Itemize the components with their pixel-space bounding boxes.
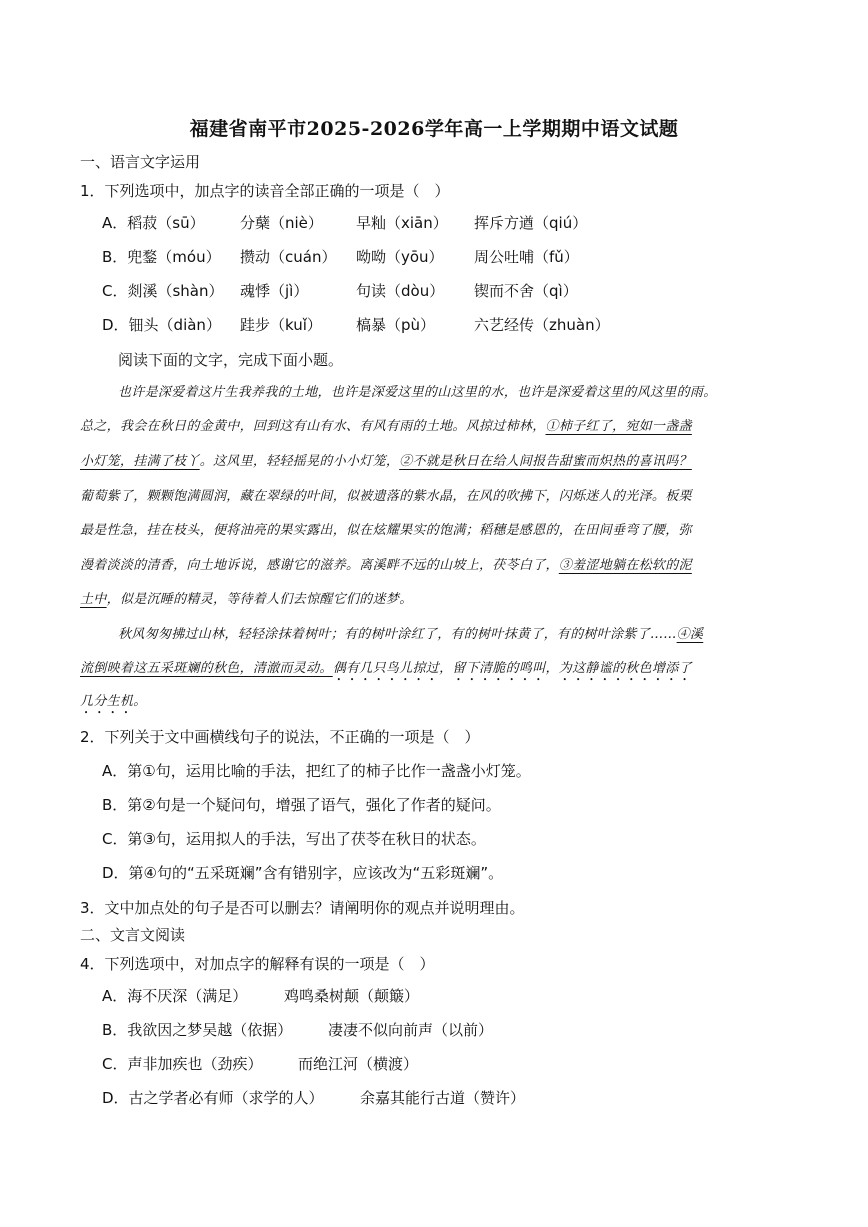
passage-line — [80, 590, 413, 610]
passage-text: ，似是沉睡的精灵，等待着人们去惊醒它们的迷梦。 — [106, 592, 413, 607]
q1-option-c-item-2: 魂悸（jì） — [240, 282, 309, 300]
passage-line: 葡萄紫了，颗颗饱满圆润，藏在翠绿的叶间，似被遗落的紫水晶，在风的吹拂下，闪烁迷人的光泽。板栗 — [80, 489, 692, 504]
q1-option-d-item-2: 跬步（kuǐ） — [240, 316, 322, 334]
underlined-sentence-4-cont: 流倒映着这五采斑斓的秋色，清澈而灵动。 — [80, 661, 333, 676]
q4-option-b-item-1: B．我欲因之梦吴越（依据） — [102, 1021, 293, 1039]
q1-option-a-item-3: 早籼（xiān） — [356, 214, 448, 232]
section-heading-1: 一、语言文字运用 — [80, 153, 201, 171]
underlined-sentence-1-cont: 小灯笼，挂满了枝丫 — [80, 454, 200, 469]
passage-line: 最是性急，挂在枝头，便将油亮的果实露出，似在炫耀果实的饱满；稻穗是感恩的，在田间垂弯了腰，弥 — [80, 523, 692, 538]
section-heading-2: 二、文言文阅读 — [80, 926, 186, 944]
q1-option-d-item-4: 六艺经传（zhuàn） — [474, 316, 610, 334]
q1-option-c-item-1: C．剡溪（shàn） — [102, 282, 224, 300]
q1-option-a-item-4: 挥斥方遒（qiú） — [474, 214, 588, 232]
q1-option-d-item-1: D．钿头（diàn） — [102, 316, 221, 334]
page-title: 福建省南平市2025-2026学年高一上学期期中语文试题 — [189, 118, 679, 140]
passage-line — [80, 452, 692, 472]
q4-option-a-item-1: A．海不厌深（满足） — [102, 987, 248, 1005]
underlined-sentence-4: ④溪 — [676, 627, 704, 642]
q1-option-b-item-3: 呦呦（yōu） — [356, 248, 444, 266]
dotted-sentence: 偶有几只鸟儿掠过，留下清脆的鸣叫，为这静谧的秋色增添了 — [332, 661, 692, 676]
underlined-sentence-3: ③羞涩地躺在松软的泥 — [558, 558, 692, 573]
q1-option-b-item-2: 攒动（cuán） — [240, 248, 337, 266]
q1-option-a-item-1: A．稻菽（sū） — [102, 214, 205, 232]
q4-option-c-item-2: 而绝江河（横渡） — [298, 1055, 419, 1073]
q2-option-d: D．第④句的“五采斑斓”含有错别字，应该改为“五彩斑斓”。 — [102, 864, 504, 882]
passage-line — [80, 556, 692, 576]
passage-line — [80, 659, 692, 684]
q4-option-b-item-2: 凄凄不似向前声（以前） — [328, 1021, 494, 1039]
underlined-sentence-2: ②不就是秋日在给人间报告甜蜜而炽热的喜讯吗？ — [399, 454, 692, 469]
q1-option-c-item-3: 句读（dòu） — [356, 282, 445, 300]
q2-option-c: C．第③句，运用拟人的手法，写出了茯苓在秋日的状态。 — [102, 830, 486, 848]
q4-option-c-item-1: C．声非加疾也（劲疾） — [102, 1055, 263, 1073]
q2-option-b: B．第②句是一个疑问句，增强了语气，强化了作者的疑问。 — [102, 796, 501, 814]
q1-option-b-item-1: B．兜鍪（móu） — [102, 248, 221, 266]
passage-text: 秋风匆匆拂过山林，轻轻涂抹着树叶；有的树叶涂红了，有的树叶抹黄了，有的树叶涂紫了…… — [118, 627, 677, 642]
passage-line: 也许是深爱着这片生我养我的土地，也许是深爱这里的山这里的水，也许是深爱着这里的风这里的雨。 — [118, 385, 717, 400]
passage-line — [80, 417, 692, 437]
passage-line — [80, 692, 147, 717]
q1-option-b-item-4: 周公吐哺（fǔ） — [474, 248, 579, 266]
q4-option-d-item-1: D．古之学者必有师（求学的人） — [102, 1089, 324, 1107]
question-4-stem: 4．下列选项中，对加点字的解释有误的一项是（ ） — [80, 955, 435, 973]
underlined-sentence-3-cont: 土中 — [80, 592, 107, 607]
q4-option-a-item-2: 鸡鸣桑树颠（颠簸） — [284, 987, 420, 1005]
dotted-sentence-cont: 几分生机。 — [80, 694, 147, 709]
passage-text: 。这风里，轻轻摇晃的小小灯笼， — [199, 454, 400, 469]
question-3-stem: 3．文中加点处的句子是否可以删去？请阐明你的观点并说明理由。 — [80, 899, 525, 917]
question-1-stem: 1．下列选项中，加点字的读音全部正确的一项是（ ） — [80, 182, 450, 200]
q1-option-a-item-2: 分蘖（niè） — [240, 214, 323, 232]
q1-option-d-item-3: 槁暴（pù） — [356, 316, 436, 334]
q2-option-a: A．第①句，运用比喻的手法，把红了的柿子比作一盏盏小灯笼。 — [102, 762, 531, 780]
q4-option-d-item-2: 余嘉其能行古道（赞许） — [360, 1089, 526, 1107]
underlined-sentence-1: ①柿子红了，宛如一盏盏 — [545, 419, 692, 434]
question-2-stem: 2．下列关于文中画横线句子的说法，不正确的一项是（ ） — [80, 728, 480, 746]
q1-option-c-item-4: 锲而不舍（qì） — [474, 282, 578, 300]
passage-text: 总之，我会在秋日的金黄中，回到这有山有水、有风有雨的土地。风掠过柿林， — [80, 419, 546, 434]
passage-text: 漫着淡淡的清香，向土地诉说，感谢它的滋养。离溪畔不远的山坡上，茯苓白了， — [80, 558, 559, 573]
reading-instructions: 阅读下面的文字，完成下面小题。 — [118, 351, 344, 369]
passage-line — [118, 625, 703, 645]
